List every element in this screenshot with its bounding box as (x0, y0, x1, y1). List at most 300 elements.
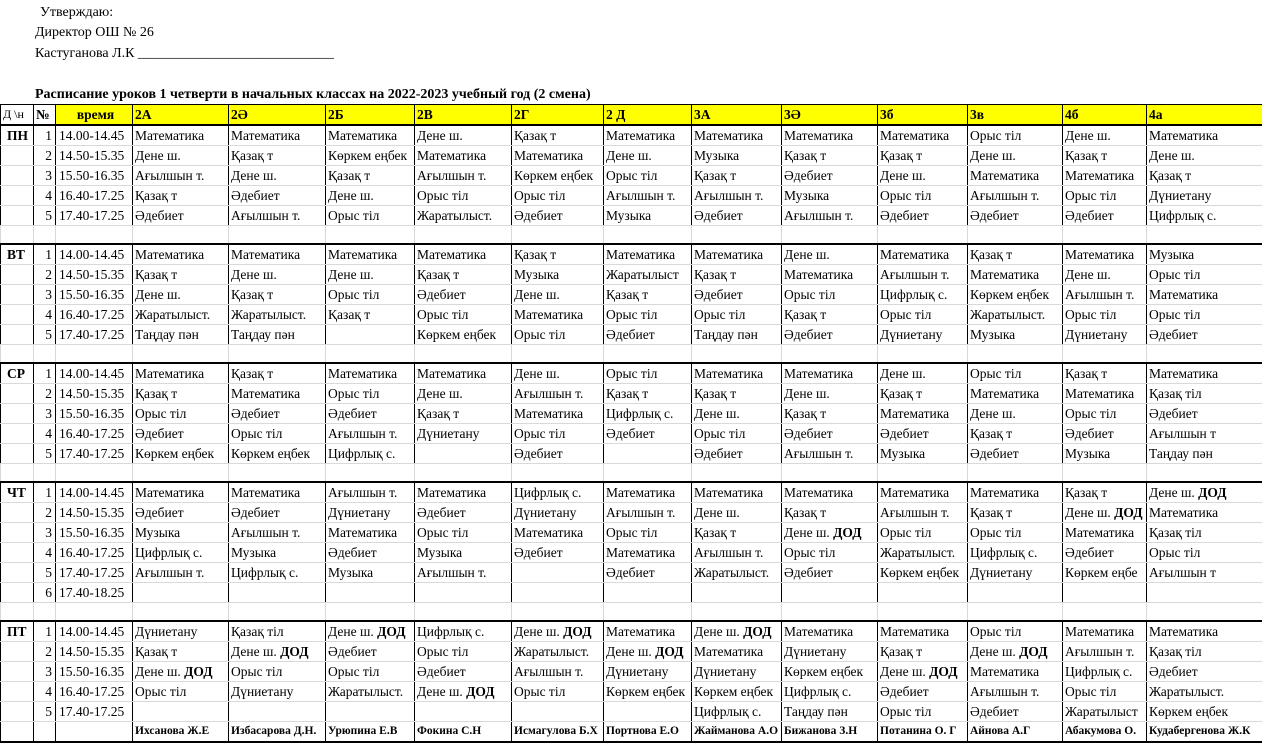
lesson-cell[interactable]: Көркем еңбек (878, 563, 968, 583)
blank-cell[interactable] (1, 345, 34, 364)
lesson-cell[interactable]: Орыс тіл (1063, 404, 1147, 424)
lesson-time[interactable]: 14.50-15.35 (56, 265, 133, 285)
lesson-cell[interactable]: Музыка (692, 146, 782, 166)
lesson-cell[interactable]: Ағылшын т. (1063, 285, 1147, 305)
lesson-cell[interactable]: Орыс тіл (326, 384, 415, 404)
day-cell[interactable] (1, 702, 34, 722)
day-cell[interactable] (1, 166, 34, 186)
lesson-cell[interactable]: Таңдау пән (692, 325, 782, 345)
lesson-number[interactable]: 1 (34, 482, 56, 503)
lesson-cell[interactable]: Дүниетану (229, 682, 326, 702)
lesson-cell[interactable]: Қазақ т (878, 146, 968, 166)
lesson-cell[interactable]: Математика (968, 166, 1063, 186)
lesson-cell[interactable]: Қазақ тіл (1147, 384, 1262, 404)
lesson-number[interactable]: 5 (34, 444, 56, 464)
lesson-cell[interactable]: Дүниетану (782, 642, 878, 662)
lesson-time[interactable]: 17.40-17.25 (56, 702, 133, 722)
lesson-cell[interactable]: Цифрлық с. (692, 702, 782, 722)
lesson-cell[interactable]: Математика (415, 482, 512, 503)
lesson-cell[interactable]: Әдебиет (512, 206, 604, 226)
blank-cell[interactable] (133, 345, 229, 364)
lesson-cell[interactable]: Дене ш. (1063, 125, 1147, 146)
lesson-cell[interactable]: Математика (692, 363, 782, 384)
day-cell[interactable] (1, 682, 34, 702)
lesson-cell[interactable] (415, 702, 512, 722)
lesson-cell[interactable]: Математика (782, 482, 878, 503)
lesson-cell[interactable]: Дене ш. (415, 125, 512, 146)
lesson-cell[interactable] (968, 583, 1063, 603)
lesson-cell[interactable]: Орыс тіл (326, 206, 415, 226)
day-label[interactable]: ПТ (1, 621, 34, 642)
lesson-cell[interactable]: Қазақ т (692, 384, 782, 404)
lesson-cell[interactable]: Музыка (878, 444, 968, 464)
lesson-cell[interactable]: Цифрлық с. (878, 285, 968, 305)
lesson-cell[interactable]: Орыс тіл (229, 424, 326, 444)
lesson-cell[interactable]: Әдебиет (968, 702, 1063, 722)
lesson-cell[interactable]: Математика (782, 125, 878, 146)
lesson-cell[interactable]: Математика (512, 305, 604, 325)
blank-cell[interactable] (326, 464, 415, 483)
lesson-cell[interactable]: Көркем еңбек (415, 325, 512, 345)
column-header[interactable]: 2Г (512, 105, 604, 126)
lesson-cell[interactable]: Орыс тіл (1147, 543, 1262, 563)
lesson-cell[interactable]: Әдебиет (968, 444, 1063, 464)
lesson-cell[interactable]: Орыс тіл (133, 682, 229, 702)
lesson-cell[interactable]: Орыс тіл (133, 404, 229, 424)
lesson-time[interactable]: 14.00-14.45 (56, 244, 133, 265)
blank-cell[interactable] (1, 603, 34, 622)
column-header[interactable]: 3А (692, 105, 782, 126)
lesson-cell[interactable]: Ағылшын т. (133, 563, 229, 583)
lesson-cell[interactable]: Математика (326, 363, 415, 384)
lesson-cell[interactable]: Орыс тіл (968, 523, 1063, 543)
teacher-name[interactable]: Ихсанова Ж.Е (133, 722, 229, 743)
blank-cell[interactable] (512, 345, 604, 364)
lesson-cell[interactable] (512, 563, 604, 583)
lesson-cell[interactable]: Әдебиет (512, 543, 604, 563)
day-cell[interactable] (1, 206, 34, 226)
lesson-cell[interactable] (229, 702, 326, 722)
lesson-number[interactable]: 3 (34, 166, 56, 186)
lesson-cell[interactable]: Дене ш. (133, 146, 229, 166)
lesson-number[interactable]: 4 (34, 543, 56, 563)
lesson-cell[interactable]: Орыс тіл (604, 523, 692, 543)
day-cell[interactable] (1, 285, 34, 305)
lesson-cell[interactable]: Математика (1147, 503, 1262, 523)
lesson-number[interactable]: 5 (34, 702, 56, 722)
lesson-cell[interactable]: Математика (229, 384, 326, 404)
lesson-cell[interactable]: Дене ш. ДОД (968, 642, 1063, 662)
lesson-cell[interactable]: Ағылшын т. (968, 186, 1063, 206)
lesson-time[interactable]: 15.50-16.35 (56, 285, 133, 305)
lesson-cell[interactable]: Жаратылыст. (133, 305, 229, 325)
lesson-cell[interactable]: Цифрлық с. (326, 444, 415, 464)
lesson-cell[interactable]: Орыс тіл (512, 424, 604, 444)
lesson-number[interactable]: 4 (34, 424, 56, 444)
lesson-cell[interactable]: Қазақ тіл (1147, 642, 1262, 662)
lesson-cell[interactable]: Таңдау пән (133, 325, 229, 345)
lesson-cell[interactable]: Математика (1147, 285, 1262, 305)
lesson-cell[interactable]: Ағылшын т. (968, 682, 1063, 702)
lesson-cell[interactable]: Дене ш. (512, 363, 604, 384)
lesson-cell[interactable]: Математика (604, 621, 692, 642)
lesson-cell[interactable]: Математика (878, 482, 968, 503)
lesson-cell[interactable]: Ағылшын т. (229, 206, 326, 226)
lesson-cell[interactable]: Орыс тіл (604, 305, 692, 325)
lesson-cell[interactable]: Орыс тіл (326, 662, 415, 682)
lesson-cell[interactable]: Орыс тіл (604, 166, 692, 186)
column-header[interactable]: 4а (1147, 105, 1262, 126)
lesson-cell[interactable]: Ағылшын т. (782, 444, 878, 464)
teacher-name[interactable]: Урюпина Е.В (326, 722, 415, 743)
lesson-cell[interactable]: Дене ш. (326, 265, 415, 285)
lesson-cell[interactable] (415, 444, 512, 464)
lesson-cell[interactable] (878, 583, 968, 603)
lesson-cell[interactable]: Орыс тіл (878, 523, 968, 543)
lesson-cell[interactable]: Орыс тіл (878, 702, 968, 722)
blank-cell[interactable] (1, 464, 34, 483)
lesson-cell[interactable]: Қазақ т (968, 503, 1063, 523)
blank-cell[interactable] (1063, 603, 1147, 622)
lesson-cell[interactable]: Математика (692, 642, 782, 662)
column-header[interactable]: 3б (878, 105, 968, 126)
blank-cell[interactable] (229, 603, 326, 622)
lesson-cell[interactable]: Музыка (968, 325, 1063, 345)
lesson-cell[interactable]: Дене ш. ДОД (692, 621, 782, 642)
blank-cell[interactable] (229, 345, 326, 364)
lesson-cell[interactable]: Математика (604, 244, 692, 265)
lesson-cell[interactable]: Дене ш. ДОД (878, 662, 968, 682)
lesson-cell[interactable]: Әдебиет (133, 424, 229, 444)
lesson-cell[interactable] (512, 583, 604, 603)
lesson-cell[interactable]: Дене ш. (1063, 265, 1147, 285)
lesson-cell[interactable]: Дене ш. (326, 186, 415, 206)
lesson-cell[interactable]: Математика (692, 482, 782, 503)
blank-cell[interactable] (512, 603, 604, 622)
day-cell[interactable] (1, 186, 34, 206)
lesson-time[interactable]: 17.40-17.25 (56, 563, 133, 583)
lesson-cell[interactable]: Әдебиет (512, 444, 604, 464)
lesson-cell[interactable]: Әдебиет (782, 563, 878, 583)
blank-cell[interactable] (782, 226, 878, 245)
lesson-cell[interactable]: Цифрлық с. (512, 482, 604, 503)
lesson-cell[interactable]: Қазақ т (782, 146, 878, 166)
lesson-cell[interactable]: Қазақ т (512, 125, 604, 146)
lesson-cell[interactable]: Дене ш. (968, 404, 1063, 424)
lesson-cell[interactable] (692, 583, 782, 603)
lesson-time[interactable]: 15.50-16.35 (56, 662, 133, 682)
lesson-cell[interactable]: Ағылшын т. (512, 662, 604, 682)
lesson-cell[interactable]: Ағылшын т (1147, 424, 1262, 444)
lesson-cell[interactable]: Математика (229, 482, 326, 503)
lesson-cell[interactable]: Әдебиет (415, 503, 512, 523)
lesson-number[interactable]: 3 (34, 662, 56, 682)
column-header[interactable]: время (56, 105, 133, 126)
lesson-cell[interactable]: Қазақ т (326, 166, 415, 186)
lesson-cell[interactable] (415, 583, 512, 603)
day-cell[interactable] (1, 404, 34, 424)
column-header[interactable]: № (34, 105, 56, 126)
column-header[interactable]: 2Ә (229, 105, 326, 126)
lesson-cell[interactable]: Математика (1063, 244, 1147, 265)
lesson-cell[interactable]: Орыс тіл (1147, 305, 1262, 325)
lesson-cell[interactable] (133, 702, 229, 722)
lesson-cell[interactable]: Математика (1063, 384, 1147, 404)
day-cell[interactable] (1, 424, 34, 444)
lesson-cell[interactable]: Әдебиет (604, 563, 692, 583)
lesson-cell[interactable]: Орыс тіл (968, 125, 1063, 146)
lesson-cell[interactable]: Көркем еңбе (1063, 563, 1147, 583)
lesson-number[interactable]: 6 (34, 583, 56, 603)
lesson-cell[interactable]: Математика (512, 146, 604, 166)
lesson-cell[interactable]: Ағылшын т. (782, 206, 878, 226)
lesson-cell[interactable]: Цифрлық с. (1063, 662, 1147, 682)
blank-cell[interactable] (56, 464, 133, 483)
blank-cell[interactable] (878, 226, 968, 245)
lesson-cell[interactable]: Математика (512, 523, 604, 543)
day-cell[interactable] (1, 444, 34, 464)
lesson-cell[interactable]: Математика (415, 363, 512, 384)
lesson-cell[interactable]: Дүниетану (415, 424, 512, 444)
lesson-time[interactable]: 17.40-17.25 (56, 325, 133, 345)
lesson-cell[interactable]: Қазақ т (782, 305, 878, 325)
lesson-cell[interactable]: Қазақ т (692, 166, 782, 186)
day-cell[interactable] (1, 503, 34, 523)
lesson-cell[interactable]: Дүниетану (968, 563, 1063, 583)
lesson-cell[interactable]: Әдебиет (692, 206, 782, 226)
lesson-cell[interactable]: Жаратылыст. (229, 305, 326, 325)
lesson-cell[interactable]: Ағылшын т. (692, 186, 782, 206)
lesson-time[interactable]: 15.50-16.35 (56, 523, 133, 543)
blank-cell[interactable] (968, 603, 1063, 622)
lesson-cell[interactable]: Әдебиет (878, 424, 968, 444)
column-header[interactable]: 2 Д (604, 105, 692, 126)
day-cell[interactable] (1, 563, 34, 583)
teacher-name[interactable]: Кудабергенова Ж.К (1147, 722, 1262, 743)
lesson-cell[interactable]: Жаратылыст. (878, 543, 968, 563)
teacher-name[interactable]: Фокина С.Н (415, 722, 512, 743)
lesson-cell[interactable]: Математика (878, 125, 968, 146)
lesson-cell[interactable]: Математика (604, 543, 692, 563)
lesson-cell[interactable]: Әдебиет (133, 206, 229, 226)
lesson-cell[interactable]: Дүниетану (1063, 325, 1147, 345)
blank-cell[interactable] (604, 603, 692, 622)
blank-cell[interactable] (1063, 464, 1147, 483)
day-cell[interactable] (1, 642, 34, 662)
lesson-number[interactable]: 3 (34, 523, 56, 543)
lesson-cell[interactable]: Көркем еңбек (133, 444, 229, 464)
lesson-cell[interactable]: Қазақ т (133, 265, 229, 285)
teacher-name[interactable]: Айнова А.Г (968, 722, 1063, 743)
lesson-number[interactable]: 4 (34, 682, 56, 702)
lesson-cell[interactable]: Әдебиет (415, 285, 512, 305)
lesson-number[interactable]: 1 (34, 363, 56, 384)
blank-cell[interactable] (56, 345, 133, 364)
blank-cell[interactable] (692, 464, 782, 483)
lesson-cell[interactable]: Математика (229, 244, 326, 265)
lesson-cell[interactable]: Ағылшын т. (878, 503, 968, 523)
day-cell[interactable] (1, 384, 34, 404)
lesson-number[interactable]: 5 (34, 325, 56, 345)
lesson-cell[interactable]: Қазақ т (692, 265, 782, 285)
lesson-cell[interactable]: Әдебиет (326, 404, 415, 424)
lesson-time[interactable]: 16.40-17.25 (56, 186, 133, 206)
lesson-time[interactable]: 14.00-14.45 (56, 363, 133, 384)
blank-cell[interactable] (415, 226, 512, 245)
lesson-cell[interactable]: Орыс тіл (782, 285, 878, 305)
lesson-cell[interactable]: Дене ш. (878, 363, 968, 384)
lesson-cell[interactable]: Орыс тіл (1063, 186, 1147, 206)
blank-cell[interactable] (34, 226, 56, 245)
lesson-cell[interactable]: Әдебиет (782, 166, 878, 186)
lesson-cell[interactable]: Көркем еңбек (692, 682, 782, 702)
lesson-cell[interactable]: Таңдау пән (782, 702, 878, 722)
column-header[interactable]: 3Ә (782, 105, 878, 126)
column-header[interactable]: 3в (968, 105, 1063, 126)
lesson-cell[interactable]: Дүниетану (692, 662, 782, 682)
lesson-cell[interactable]: Қазақ т (229, 363, 326, 384)
lesson-cell[interactable] (512, 702, 604, 722)
lesson-cell[interactable]: Әдебиет (604, 325, 692, 345)
lesson-cell[interactable]: Қазақ тіл (229, 621, 326, 642)
lesson-cell[interactable]: Көркем еңбек (1147, 702, 1262, 722)
blank-cell[interactable] (1147, 603, 1262, 622)
lesson-cell[interactable]: Орыс тіл (512, 325, 604, 345)
lesson-cell[interactable]: Көркем еңбек (326, 146, 415, 166)
lesson-cell[interactable]: Математика (133, 363, 229, 384)
lesson-cell[interactable]: Қазақ т (133, 186, 229, 206)
lesson-cell[interactable]: Орыс тіл (782, 543, 878, 563)
lesson-cell[interactable]: Цифрлық с. (229, 563, 326, 583)
lesson-cell[interactable]: Математика (782, 621, 878, 642)
column-header[interactable]: 2Б (326, 105, 415, 126)
lesson-cell[interactable]: Ағылшын т. (326, 424, 415, 444)
lesson-cell[interactable]: Қазақ т (1063, 146, 1147, 166)
lesson-cell[interactable]: Әдебиет (229, 404, 326, 424)
lesson-cell[interactable]: Әдебиет (1147, 325, 1262, 345)
blank-cell[interactable] (415, 464, 512, 483)
lesson-cell[interactable]: Ағылшын т (1147, 563, 1262, 583)
column-header[interactable]: Д \н (1, 105, 34, 126)
blank-cell[interactable] (782, 345, 878, 364)
lesson-cell[interactable]: Дене ш. ДОД (133, 662, 229, 682)
lesson-cell[interactable]: Жаратылыст. (415, 206, 512, 226)
lesson-number[interactable]: 2 (34, 384, 56, 404)
lesson-time[interactable]: 14.50-15.35 (56, 642, 133, 662)
lesson-cell[interactable]: Әдебиет (878, 206, 968, 226)
lesson-number[interactable]: 2 (34, 146, 56, 166)
lesson-cell[interactable]: Математика (1063, 621, 1147, 642)
day-cell[interactable] (1, 722, 34, 743)
lesson-cell[interactable]: Әдебиет (229, 186, 326, 206)
column-header[interactable]: 4б (1063, 105, 1147, 126)
lesson-cell[interactable] (326, 702, 415, 722)
lesson-cell[interactable]: Жаратылыст (1063, 702, 1147, 722)
lesson-cell[interactable]: Музыка (604, 206, 692, 226)
lesson-cell[interactable]: Математика (968, 482, 1063, 503)
lesson-cell[interactable]: Музыка (326, 563, 415, 583)
lesson-cell[interactable]: Қазақ т (782, 404, 878, 424)
lesson-number[interactable] (34, 722, 56, 743)
blank-cell[interactable] (512, 226, 604, 245)
lesson-cell[interactable]: Жаратылыст. (692, 563, 782, 583)
lesson-cell[interactable]: Қазақ т (326, 305, 415, 325)
lesson-cell[interactable]: Математика (968, 384, 1063, 404)
lesson-cell[interactable]: Дене ш. (878, 166, 968, 186)
lesson-cell[interactable]: Әдебиет (692, 285, 782, 305)
teacher-name[interactable]: Потанина О. Г (878, 722, 968, 743)
lesson-cell[interactable]: Музыка (229, 543, 326, 563)
lesson-cell[interactable]: Таңдау пән (1147, 444, 1262, 464)
blank-cell[interactable] (1063, 226, 1147, 245)
lesson-cell[interactable]: Дене ш. ДОД (1147, 482, 1262, 503)
lesson-cell[interactable]: Әдебиет (604, 424, 692, 444)
day-cell[interactable] (1, 583, 34, 603)
blank-cell[interactable] (415, 345, 512, 364)
lesson-cell[interactable]: Әдебиет (878, 682, 968, 702)
blank-cell[interactable] (326, 603, 415, 622)
blank-cell[interactable] (968, 226, 1063, 245)
lesson-cell[interactable]: Музыка (1147, 244, 1262, 265)
lesson-cell[interactable]: Орыс тіл (512, 682, 604, 702)
lesson-cell[interactable] (133, 583, 229, 603)
lesson-cell[interactable]: Ағылшын т. (604, 186, 692, 206)
lesson-cell[interactable]: Орыс тіл (878, 186, 968, 206)
blank-cell[interactable] (34, 345, 56, 364)
lesson-number[interactable]: 1 (34, 621, 56, 642)
lesson-cell[interactable]: Дене ш. ДОД (512, 621, 604, 642)
lesson-cell[interactable] (604, 583, 692, 603)
blank-cell[interactable] (34, 464, 56, 483)
lesson-cell[interactable]: Әдебиет (326, 543, 415, 563)
lesson-cell[interactable]: Дене ш. (229, 265, 326, 285)
lesson-cell[interactable]: Ағылшын т. (878, 265, 968, 285)
lesson-time[interactable]: 15.50-16.35 (56, 404, 133, 424)
lesson-cell[interactable]: Ағылшын т. (415, 563, 512, 583)
lesson-number[interactable]: 2 (34, 642, 56, 662)
lesson-cell[interactable]: Математика (1147, 125, 1262, 146)
lesson-cell[interactable]: Қазақ т (782, 503, 878, 523)
blank-cell[interactable] (604, 464, 692, 483)
lesson-time[interactable]: 16.40-17.25 (56, 424, 133, 444)
lesson-cell[interactable]: Дүниетану (604, 662, 692, 682)
lesson-cell[interactable]: Қазақ т (692, 523, 782, 543)
lesson-cell[interactable]: Қазақ т (229, 285, 326, 305)
lesson-cell[interactable]: Орыс тіл (229, 662, 326, 682)
blank-cell[interactable] (56, 226, 133, 245)
lesson-time[interactable]: 15.50-16.35 (56, 166, 133, 186)
lesson-cell[interactable]: Математика (133, 482, 229, 503)
lesson-cell[interactable]: Дене ш. (692, 503, 782, 523)
blank-cell[interactable] (133, 464, 229, 483)
blank-cell[interactable] (229, 464, 326, 483)
blank-cell[interactable] (604, 345, 692, 364)
lesson-cell[interactable]: Қазақ т (1147, 166, 1262, 186)
lesson-cell[interactable]: Музыка (782, 186, 878, 206)
lesson-cell[interactable]: Ағылшын т. (1063, 642, 1147, 662)
lesson-cell[interactable]: Дене ш. ДОД (415, 682, 512, 702)
lesson-time[interactable]: 14.00-14.45 (56, 125, 133, 146)
blank-cell[interactable] (782, 464, 878, 483)
blank-cell[interactable] (34, 603, 56, 622)
teacher-name[interactable]: Избасарова Д.Н. (229, 722, 326, 743)
lesson-cell[interactable]: Орыс тіл (1063, 305, 1147, 325)
lesson-cell[interactable]: Цифрлық с. (415, 621, 512, 642)
lesson-cell[interactable]: Қазақ т (604, 285, 692, 305)
lesson-cell[interactable]: Дүниетану (326, 503, 415, 523)
blank-cell[interactable] (415, 603, 512, 622)
blank-cell[interactable] (512, 464, 604, 483)
